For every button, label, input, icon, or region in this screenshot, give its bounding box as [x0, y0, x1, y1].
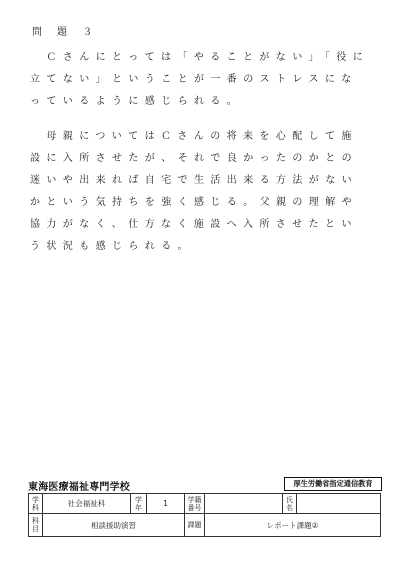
- assignment-label: 課題: [185, 514, 205, 537]
- essay-line: 迷いや出来れば自宅で生活出来る方法がない: [30, 175, 358, 186]
- year-label: 学 年: [131, 494, 147, 514]
- accreditation-badge: 厚生労働省指定通信教育: [284, 477, 382, 491]
- name-field[interactable]: [297, 494, 381, 514]
- paragraph-1: [30, 47, 392, 113]
- subject-value: 相談援助演習: [43, 514, 185, 537]
- essay-line: 設に入所させたが、それで良かったのかとの: [30, 153, 358, 164]
- essay-line: っているように感じられる。: [30, 96, 244, 107]
- student-info-table: [28, 493, 381, 537]
- essay-line: う状況も感じられる。: [30, 241, 194, 252]
- essay-line: 協力がなく、仕方なく施設へ入所させたとい: [30, 219, 358, 230]
- assignment-value: レポート課題②: [205, 514, 381, 537]
- student-id-field[interactable]: [205, 494, 283, 514]
- essay-body: [30, 26, 392, 258]
- subject-label: 科 目: [29, 514, 43, 537]
- paragraph-2: [30, 126, 392, 258]
- essay-line: 立てない」ということが一番のストレスにな: [30, 74, 358, 85]
- question-heading: 問 題 ３: [32, 27, 99, 38]
- student-id-label: 学籍 番号: [185, 494, 205, 514]
- year-value: 1: [147, 494, 185, 514]
- name-label: 氏 名: [283, 494, 297, 514]
- school-name: 東海医療福祉専門学校: [28, 482, 130, 493]
- essay-line: かという気持ちを強く感じる。父親の理解や: [30, 197, 358, 208]
- essay-line: 母親についてはＣさんの将来を心配して施: [30, 131, 358, 142]
- department-value: 社会福祉科: [43, 494, 131, 514]
- department-label: 学 科: [29, 494, 43, 514]
- essay-line: Ｃさんにとっては「やることがない」「役に: [30, 52, 370, 63]
